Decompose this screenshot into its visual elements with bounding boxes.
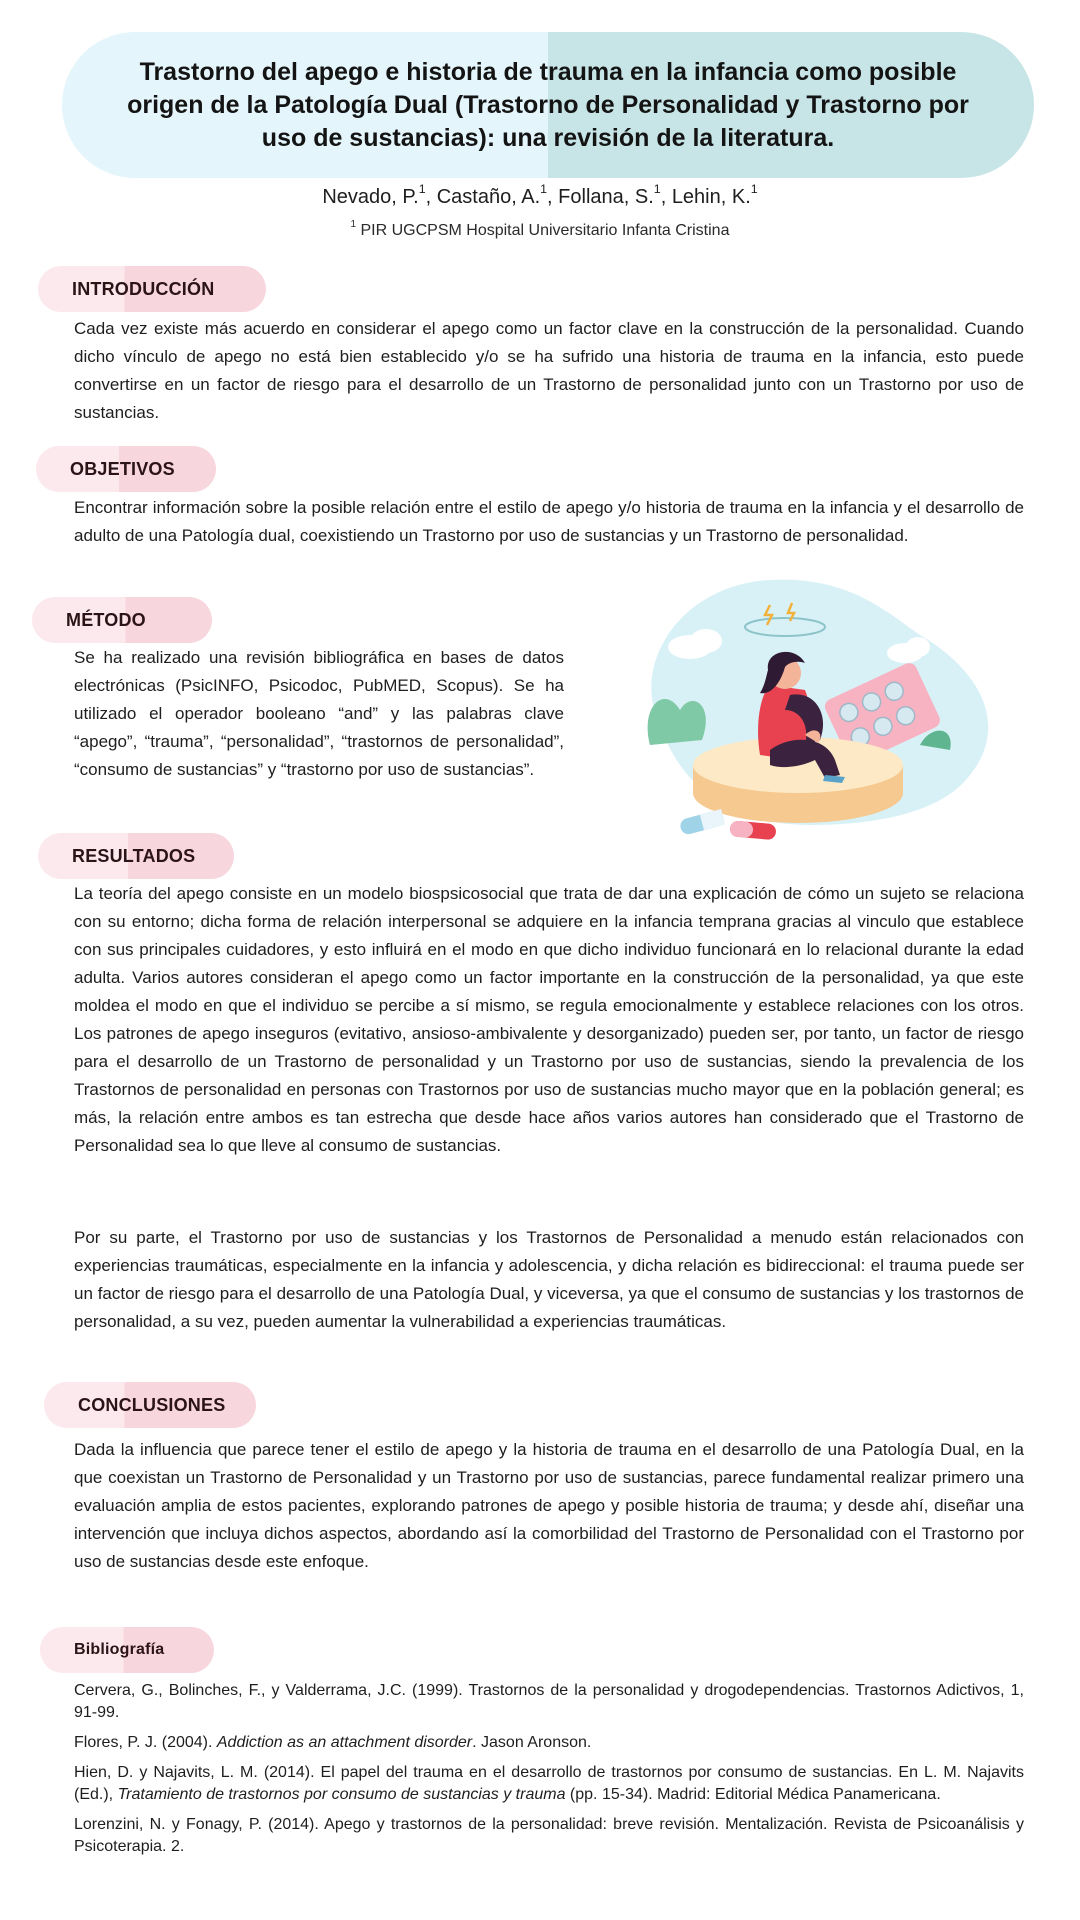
- section-heading-objetivos: OBJETIVOS: [36, 446, 216, 492]
- intro-text: Cada vez existe más acuerdo en considerar el apego como un factor clave en la construcción de la personalidad. Cuando dicho vínculo de apego no está bien establecido y/o se ha sufrido una historia de trauma en la infancia, esto puede convertirse en un factor de riesgo para el desarrollo de un Trastorno de personalidad junto con un Trastorno por uso de sustancias.: [74, 319, 1024, 422]
- reference-item: Cervera, G., Bolinches, F., y Valderrama, J.C. (1999). Trastornos de la personalidad y drogodependencias. Trastornos Adictivos, 1, 91-99.: [74, 1682, 1024, 1721]
- section-heading-bibliografia: Bibliografía: [40, 1627, 214, 1673]
- sad-woman-with-pills-illustration-icon: [620, 575, 1005, 850]
- section-heading-resultados: RESULTADOS: [38, 833, 234, 879]
- resultados-text-2: Por su parte, el Trastorno por uso de sustancias y los Trastornos de Personalidad a menudo están relacionados con experiencias traumáticas, especialmente en la infancia y adolescencia, y dicha relación es bidireccional: el trauma puede ser un factor de riesgo para el desarrollo de una Patología Dual, y viceversa, ya que el consumo de sustancias y los trastornos de personalidad, a su vez, pueden aumentar la vulnerabilidad a experiencias traumáticas.: [74, 1228, 1024, 1331]
- author: Castaño, A.: [436, 186, 541, 208]
- poster-title: Trastorno del apego e historia de trauma en la infancia como posible origen de la Patología Dual (Trastorno de Personalidad y Trastorno por uso de sustancias): una revisión de la literatura.: [127, 57, 969, 152]
- reference-item: Lorenzini, N. y Fonagy, P. (2014). Apego y trastornos de la personalidad: breve revisión. Mentalización. Revista de Psicoanálisis y Psicoterapia. 2.: [74, 1816, 1024, 1855]
- author: Nevado, P.: [322, 186, 419, 208]
- reference-item: Hien, D. y Najavits, L. M. (2014). El papel del trauma en el desarrollo de trastornos por consumo de sustancias. En L. M. Najavits (Ed.), Tratamiento de trastornos por consumo de sustancias y trauma (pp. 15-34). Madrid: Editorial Médica Panamericana.: [74, 1764, 1024, 1803]
- conclusiones-text: Dada la influencia que parece tener el estilo de apego y la historia de trauma en el desarrollo de una Patología Dual, en la que coexistan un Trastorno de Personalidad y un Trastorno por uso de sustancias, parece fundamental realizar primero una evaluación amplia de estos pacientes, explorando patrones de apego y posible historia de trauma; y desde ahí, diseñar una intervención que incluya dichos aspectos, abordando así la comorbilidad del Trastorno de Personalidad con el Trastorno por uso de sustancias desde este enfoque.: [74, 1440, 1024, 1571]
- section-heading-conclusiones: CONCLUSIONES: [44, 1382, 256, 1428]
- author: Lehin, K.: [671, 186, 751, 208]
- resultados-text-1: La teoría del apego consiste en un modelo biospsicosocial que trata de dar una explicación de cómo un sujeto se relaciona con su entorno; dicha forma de relación interpersonal se adquiere en la infancia temprana gracias al vinculo que establece con sus principales cuidadores, y esto influirá en el modo en que dicho individuo funcionará en lo relacional durante la edad adulta. Varios autores consideran el apego como un factor importante en la construcción de la personalidad, ya que este moldea el modo en que el individuo se percibe a sí mismo, se regula emocionalmente y establece relaciones con los otros. Los patrones de apego inseguros (evitativo, ansioso-ambivalente y desorganizado) pueden ser, por tanto, un factor de riesgo para el desarrollo de un Trastorno de personalidad y un Trastorno por uso de sustancias, siendo la prevalencia de los Trastornos de personalidad en personas con Trastornos por uso de sustancias mucho mayor que en la población general; es más, la relación entre ambos es tan estrecha que desde hace años varios autores han considerado que el Trastorno de Personalidad sea lo que lleve al consumo de sustancias.: [74, 884, 1024, 1155]
- author: Follana, S.: [558, 186, 654, 208]
- section-heading-metodo: MÉTODO: [32, 597, 212, 643]
- author-list: Nevado, P.$^1$, Castaño, A.$^1$, Follana, S.$^1$, Lehin, K.$^1$: [322, 182, 758, 208]
- affiliation: $^1$ PIR UGCPSM Hospital Universitario Infanta Cristina: [350, 219, 730, 239]
- title-banner: [62, 32, 1034, 178]
- reference-item: Flores, P. J. (2004). Addiction as an attachment disorder. Jason Aronson.: [74, 1734, 592, 1751]
- section-heading-introduccion: INTRODUCCIÓN: [38, 266, 266, 312]
- objetivos-text: Encontrar información sobre la posible relación entre el estilo de apego y/o historia de trauma en la infancia y el desarrollo de adulto de una Patología dual, coexistiendo un Trastorno por uso de sustancias y un Trastorno de personalidad.: [74, 498, 1024, 545]
- reference-list: [74, 1680, 1024, 1866]
- metodo-text: Se ha realizado una revisión bibliográfica en bases de datos electrónicas (PsicINFO, Psicodoc, PubMED, Scopus). Se ha utilizado el operador booleano “and” y las palabras clave “apego”, “trauma”, “personalidad”, “trastornos de personalidad”, “consumo de sustancias” y “trastorno por uso de sustancias”.: [74, 648, 564, 779]
